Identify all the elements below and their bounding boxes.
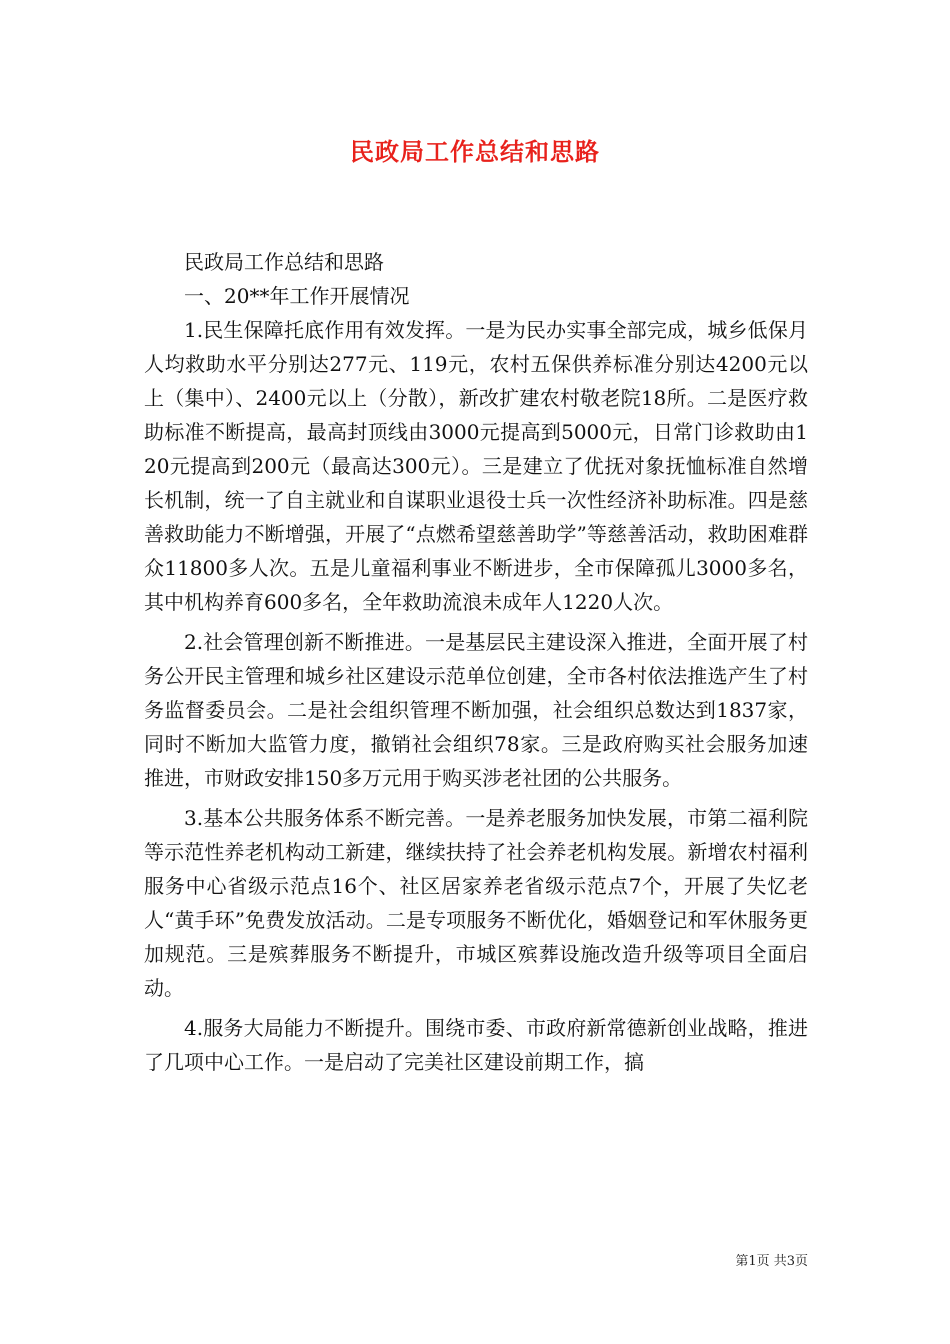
paragraph-4: 4.服务大局能力不断提升。围绕市委、市政府新常德新创业战略，推进了几项中心工作。一是启动了完美社区建设前期工作，搞 xyxy=(144,1016,808,1074)
document-title: 民政局工作总结和思路 xyxy=(350,137,600,166)
paragraph-1: 1.民生保障托底作用有效发挥。一是为民办实事全部完成，城乡低保月人均救助水平分别达277元、119元，农村五保供养标准分别达4200元以上（集中）、2400元以上（分散），新改扩建农村敬老院18所。二是医疗救助标准不断提高，最高封顶线由3000元提高到5000元，日常门诊救助由120元提高到200元（最高达300元）。三是建立了优抚对象抚恤标准自然增长机制，统一了自主就业和自谋职业退役士兵一次性经济补助标准。四是慈善救助能力不断增强，开展了“点燃希望慈善助学”等慈善活动，救助困难群众11800多人次。五是儿童福利事业不断进步，全市保障孤儿3000多名，其中机构养育600多名，全年救助流浪未成年人1220人次。 xyxy=(144,318,808,614)
paragraph-2: 2.社会管理创新不断推进。一是基层民主建设深入推进，全面开展了村务公开民主管理和城乡社区建设示范单位创建，全市各村依法推选产生了村务监督委员会。二是社会组织管理不断加强，社会组织总数达到1837家，同时不断加大监管力度，撤销社会组织78家。三是政府购买社会服务加速推进，市财政安排150多万元用于购买涉老社团的公共服务。 xyxy=(144,630,808,790)
section-heading: 一、20**年工作开展情况 xyxy=(184,284,410,308)
document-body xyxy=(144,245,808,1079)
paragraph-3: 3.基本公共服务体系不断完善。一是养老服务加快发展，市第二福利院等示范性养老机构动工新建，继续扶持了社会养老机构发展。新增农村福利服务中心省级示范点16个、社区居家养老省级示范点7个，开展了失忆老人“黄手环”免费发放活动。二是专项服务不断优化，婚姻登记和军休服务更加规范。三是殡葬服务不断提升，市城区殡葬设施改造升级等项目全面启动。 xyxy=(144,806,808,1000)
page-number: 第1页 共3页 xyxy=(735,1254,808,1269)
body-heading: 民政局工作总结和思路 xyxy=(184,250,384,274)
